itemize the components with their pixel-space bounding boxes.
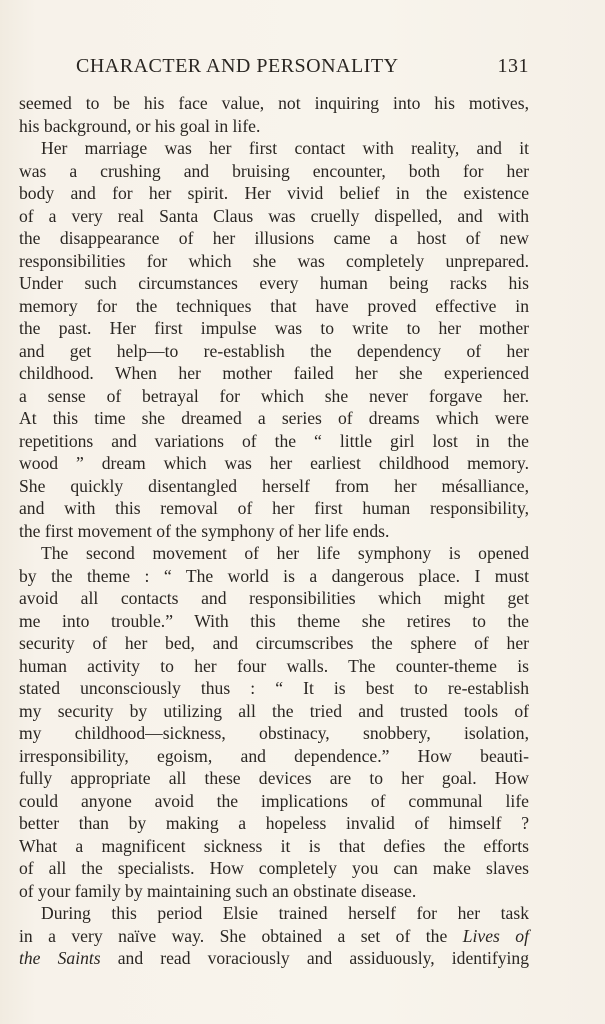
text-line: and with this removal of her first human responsibility, (19, 498, 529, 518)
text-line: Under such circumstances every human being racks his (19, 273, 529, 293)
text-line: Her marriage was her first contact with reality, and it (41, 138, 529, 158)
italic-title: the Saints (19, 948, 101, 968)
italic-title: Lives of (462, 925, 529, 946)
text-line: At this time she dreamed a series of dreams which were (19, 408, 529, 428)
text-line: of a very real Santa Claus was cruelly dispelled, and with (19, 205, 529, 226)
text-line: responsibilities for which she was completely unprepared. (19, 250, 529, 271)
text-line: me into trouble.” With this theme she retires to the (19, 610, 529, 631)
text-line: my childhood—sickness, obstinacy, snobbery, isolation, (19, 723, 529, 743)
page-number: 131 (497, 55, 529, 77)
text-line (19, 947, 529, 970)
text-line: The second movement of her life symphony is opened (41, 543, 529, 563)
page-header (19, 55, 529, 81)
text-line: irresponsibility, egoism, and dependence.” How beauti- (19, 745, 529, 766)
text-line: wood ” dream which was her earliest childhood memory. (19, 453, 529, 473)
text-line: the disappearance of her illusions came a host of new (19, 228, 529, 248)
text-line: childhood. When her mother failed her she experienced (19, 363, 529, 383)
text-line: the past. Her first impulse was to write to her mother (19, 318, 529, 338)
text-line: security of her bed, and circumscribes the sphere of her (19, 633, 529, 653)
text-fragment: and read voraciously and assiduously, identifying (117, 948, 529, 968)
text-line: avoid all contacts and responsibilities which might get (19, 588, 529, 608)
text-line: could anyone avoid the implications of communal life (19, 790, 529, 811)
text-line: memory for the techniques that have proved effective in (19, 295, 529, 316)
text-line: repetitions and variations of the “ little girl lost in the (19, 430, 529, 451)
body-text (19, 92, 529, 970)
text-line: She quickly disentangled herself from her mésalliance, (19, 475, 529, 496)
text-line (19, 925, 529, 948)
text-fragment: in a very naïve way. She obtained a set of the (19, 925, 448, 946)
text-line: his background, or his goal in life. (19, 115, 261, 136)
text-line: by the theme : “ The world is a dangerous place. I must (19, 565, 529, 586)
text-line: was a crushing and bruising encounter, both for her (19, 160, 529, 181)
text-line: body and for her spirit. Her vivid belief in the existence (19, 183, 529, 203)
text-line: stated unconsciously thus : “ It is best to re-establish (19, 678, 529, 698)
text-line: my security by utilizing all the tried and trusted tools of (19, 700, 529, 721)
text-line: seemed to be his face value, not inquiring into his motives, (19, 93, 529, 113)
text-line: of your family by maintaining such an obstinate disease. (19, 880, 417, 901)
text-line: What a magnificent sickness it is that defies the efforts (19, 835, 529, 856)
text-line: fully appropriate all these devices are to her goal. How (19, 768, 529, 788)
text-line: human activity to her four walls. The counter-theme is (19, 655, 529, 676)
text-line: and get help—to re-establish the dependency of her (19, 340, 529, 361)
text-line: of all the specialists. How completely you can make slaves (19, 858, 529, 878)
text-line: During this period Elsie trained herself for her task (41, 903, 529, 923)
text-line: better than by making a hopeless invalid of himself ? (19, 813, 529, 833)
text-line: the first movement of the symphony of her life ends. (19, 520, 390, 541)
text-line: a sense of betrayal for which she never forgave her. (19, 385, 529, 406)
running-head: CHARACTER AND PERSONALITY (76, 55, 399, 77)
